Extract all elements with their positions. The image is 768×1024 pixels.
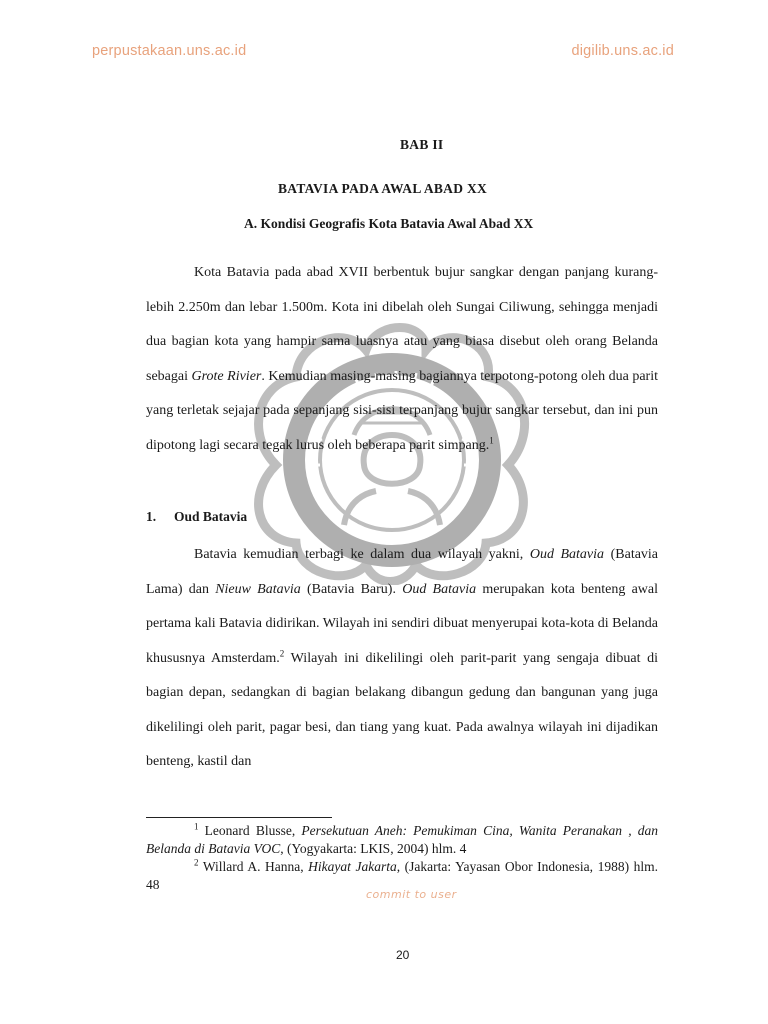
chapter-title: BATAVIA PADA AWAL ABAD XX bbox=[278, 181, 488, 196]
footnote-text: , (Yogyakarta: LKIS, 2004) hlm. 4 bbox=[280, 841, 467, 856]
footnote-1 bbox=[146, 822, 658, 858]
header-left-url: perpustakaan.uns.ac.id bbox=[92, 43, 247, 59]
paragraph-italic-term: Oud Batavia bbox=[402, 581, 477, 597]
paragraph-geografis bbox=[146, 256, 658, 463]
footnotes bbox=[146, 822, 658, 894]
footnote-italic-title: Hikayat Jakarta bbox=[308, 859, 397, 874]
paragraph-text: Kota Batavia pada abad XVII berbentuk bujur sangkar dengan panjang kurang-lebih 2.250m dan lebar 1.500m. Kota ini dibelah oleh Sungai Ciliwung, sehingga menjadi dua bagian kota yang hampir sama luasnya atau yang biasa disebut oleh orang Belanda sebagai bbox=[146, 265, 658, 384]
footnote-text: , (Jakarta: Yayasan Obor Indonesia, 1988) hlm. 48 bbox=[146, 859, 658, 892]
paragraph-text: (Batavia Baru). bbox=[300, 581, 403, 597]
paragraph-text: Batavia kemudian terbagi ke dalam dua wilayah yakni, bbox=[194, 547, 530, 562]
footnote-number: 2 bbox=[194, 857, 199, 868]
paragraph-text: . Kemudian masing-masing bagiannya terpotong-potong oleh dua parit yang terletak sejajar pada sepanjang sisi-sisi terpanjang bujur sangkar tersebut, dan ini pun dipotong lagi secara tegak lurus oleh beberapa parit simpang. bbox=[146, 368, 658, 453]
section-heading: A. Kondisi Geografis Kota Batavia Awal Abad XX bbox=[244, 216, 534, 231]
footnote-ref: 2 bbox=[279, 647, 285, 658]
paragraph-text: (Batavia Lama) dan bbox=[146, 547, 659, 597]
commit-to-user-stamp: commit to user bbox=[366, 888, 457, 901]
subsection-heading bbox=[146, 509, 247, 525]
paragraph-italic-term: Grote Rivier bbox=[191, 368, 262, 384]
header-right-url: digilib.uns.ac.id bbox=[571, 43, 674, 59]
subsection-title: Oud Batavia bbox=[174, 509, 248, 524]
footnote-ref: 1 bbox=[489, 434, 494, 445]
footnote-text: Willard A. Hanna, bbox=[198, 859, 309, 874]
footnote-number: 1 bbox=[194, 821, 199, 832]
footnote-text: Leonard Blusse, bbox=[198, 823, 302, 838]
paragraph-oud-batavia bbox=[146, 538, 658, 780]
page-number: 20 bbox=[396, 948, 410, 962]
paragraph-italic-term: Oud Batavia bbox=[529, 547, 605, 562]
paragraph-text: merupakan kota benteng awal pertama kali Batavia didirikan. Wilayah ini sendiri dibuat menyerupai kota-kota di Belanda khususnya Amsterdam. bbox=[146, 581, 659, 666]
chapter-number: BAB II bbox=[400, 137, 444, 152]
paragraph-italic-term: Nieuw Batavia bbox=[215, 581, 301, 597]
subsection-number: 1. bbox=[146, 509, 157, 524]
paragraph-text: Wilayah ini dikelilingi oleh parit-parit yang sengaja dibuat di bagian depan, sedangkan di bagian belakang dibangun gedung dan bangunan yang juga dikelilingi oleh parit, pagar besi, dan tiang yang kuat. Pada awalnya wilayah ini dijadikan benteng, kastil dan bbox=[146, 650, 658, 769]
footnote-divider bbox=[146, 817, 332, 818]
footnote-italic-title: Persekutuan Aneh: Pemukiman Cina, Wanita Peranakan , dan Belanda di Batavia VOC bbox=[146, 823, 659, 856]
